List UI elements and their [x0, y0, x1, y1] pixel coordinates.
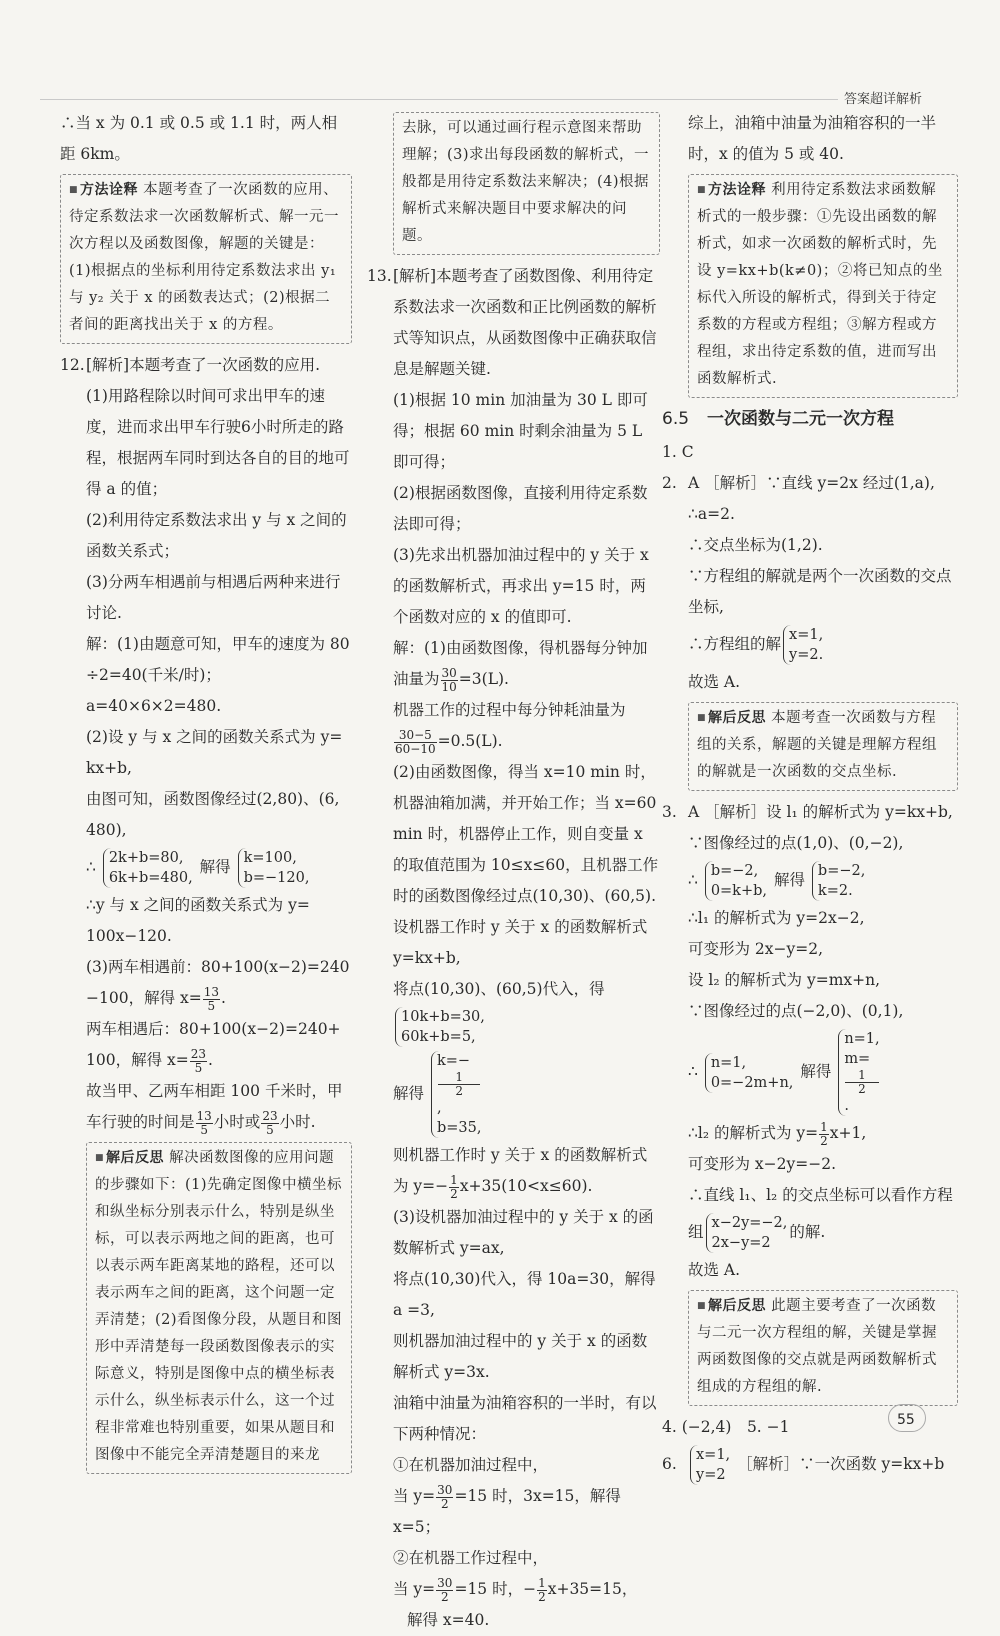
text-line — [86, 1014, 352, 1076]
text-line: 解得 x=40. — [407, 1611, 490, 1629]
box-label: ■ 解后反思 — [95, 1150, 164, 1166]
text-part: ∴l₂ 的解析式为 y= — [688, 1124, 819, 1142]
numerator: 30 — [437, 1482, 453, 1497]
text-line: (3)设机器加油过程中的 y 关于 x 的函数解析式 y=ax, — [393, 1208, 654, 1257]
box-text: 本题考查了一次函数的应用、待定系数法求一次函数解析式、解一元一次方程以及函数图像，解题的关键是：(1)根据点的坐标利用待定系数法求出 y₁ 与 y₂ 关于 x 的函数表达式；(2)根据二者间的距离找出关于 x 的方程。 — [69, 182, 339, 333]
equation-system — [393, 1005, 660, 1049]
text-line: (3)先求出机器加油过程中的 y 关于 x 的函数解析式，再求出 y=15 时，两个函数对应的 x 的值即可. — [393, 546, 649, 626]
question-12 — [60, 350, 352, 1474]
equation: 60k+b=5, — [401, 1029, 476, 1045]
text-line — [393, 726, 660, 757]
text-part: =3(L). — [458, 670, 509, 688]
question-number: 6. — [662, 1455, 677, 1473]
denominator: 5 — [200, 1122, 208, 1137]
equation-system — [393, 1049, 660, 1140]
box-label: ■ 方法诠释 — [697, 182, 766, 198]
text-line: ∵图像经过的点(−2,0)、(0,1), — [688, 1002, 904, 1020]
text-part: x+35=15， — [547, 1580, 638, 1598]
text-part: ∴方程组的解 — [688, 635, 782, 653]
equation-system — [688, 1027, 958, 1118]
text-line: 则机器加油过程中的 y 关于 x 的函数解析式 y=3x. — [393, 1332, 648, 1381]
column-middle — [367, 108, 660, 1636]
system-brace — [690, 1445, 730, 1485]
solve-word: 解得 — [199, 858, 231, 876]
equation — [437, 1051, 482, 1118]
text-line: (3)分两车相遇前与相遇后两种来进行讨论. — [86, 573, 341, 622]
equation: b=35, — [436, 1120, 482, 1136]
text-line — [86, 1076, 352, 1138]
fraction — [190, 1048, 207, 1075]
system-brace — [812, 861, 865, 901]
text-line — [393, 1481, 660, 1543]
denominator: 60−10 — [395, 741, 436, 756]
column-left — [60, 108, 352, 1480]
equation: y=2 — [696, 1467, 726, 1483]
answers-4-5: 4. (−2,4) 5. −1 — [662, 1418, 790, 1436]
equation: k=100, — [243, 850, 297, 866]
method-box — [688, 174, 958, 398]
text-part: 两车相遇后：80+100(x−2)=240+ 100，解得 x= — [86, 1020, 341, 1069]
equation-system — [688, 623, 958, 667]
text-line: ②在机器工作过程中， — [393, 1549, 549, 1567]
text-part: m= — [844, 1051, 871, 1067]
fraction — [394, 729, 437, 756]
equation: 2x−y=2 — [711, 1235, 771, 1251]
section-title — [662, 404, 958, 435]
text-line: A ［解析］设 l₁ 的解析式为 y=kx+b, — [688, 803, 953, 821]
text-line — [393, 633, 660, 695]
numerator: 1 — [450, 1172, 458, 1187]
text-part: 小时. — [279, 1113, 316, 1131]
text-line: (1)用路程除以时间可求出甲车的速度，进而求出甲车行驶6小时所走的路程，根据两车同时到达各自的目的地可得 a 的值； — [86, 387, 350, 498]
equation: x=1, — [789, 627, 824, 643]
numerator: 30 — [437, 1575, 453, 1590]
text-part: , — [436, 1100, 442, 1116]
equation: 6k+b=480, — [108, 870, 193, 886]
equation: 0=−2m+n, — [710, 1074, 794, 1091]
answer-6 — [662, 1443, 958, 1487]
equation: n=1, — [844, 1031, 880, 1047]
equation: b=−2, — [710, 863, 759, 879]
equation: 0=k+b, — [710, 883, 768, 899]
denominator: 2 — [820, 1133, 828, 1148]
section-number: 6.5 — [662, 409, 690, 429]
text-line: ①在机器加油过程中， — [393, 1456, 549, 1474]
therefore-sign: ∴ — [688, 871, 698, 889]
text-line: ∵图像经过的点(1,0)、(0,−2), — [688, 834, 904, 852]
text-line: 综上，油箱中油量为油箱容积的一半时，x 的值为 5 或 40. — [688, 114, 937, 163]
denominator: 2 — [858, 1082, 866, 1096]
text-line: ∴交点坐标为(1,2). — [688, 536, 823, 554]
text-part: k=− — [436, 1053, 471, 1069]
equation — [844, 1049, 879, 1116]
denominator: 5 — [207, 998, 216, 1013]
text-line: (2)由函数图像，得当 x=10 min 时，机器油箱加满，并开始工作；当 x=60 min 时，机器停止工作，则自变量 x 的取值范围为 10≤x≤60，且机器工作时的函数图像经过点(10,30)、(60,5). — [393, 763, 659, 905]
equation: x−2y=−2, — [711, 1215, 788, 1231]
reflection-box — [86, 1142, 352, 1474]
text-line: ∵方程组的解就是两个一次函数的交点坐标, — [688, 567, 952, 616]
text-line: ∴直线 l₁、l₂ 的交点坐标可以看作方程 — [688, 1186, 953, 1204]
box-text: 去脉，可以通过画行程示意图来帮助理解；(3)求出每段函数的解析式，一般都是用待定系数法来解决；(4)根据解析式来解决题目中要求解决的问题。 — [402, 120, 650, 244]
denominator: 2 — [440, 1589, 449, 1604]
text-part: . — [221, 989, 226, 1007]
system-brace — [705, 1053, 794, 1093]
system-brace — [103, 848, 193, 888]
fraction — [261, 1110, 278, 1137]
therefore-sign: ∴ — [86, 858, 96, 876]
equation: y=2. — [789, 647, 824, 663]
reflection-box-continued — [393, 112, 660, 255]
reflection-box — [688, 1290, 958, 1406]
box-text: 解决函数图像的应用问题的步骤如下：(1)先确定图像中横坐标和纵坐标分别表示什么，特别是纵坐标，可以表示两地之间的距离，也可以表示两车距离某地的路程，还可以表示两车之间的距离，这个问题一定弄清楚；(2)看图像分段，从题目和图形中弄清楚每一段函数图像表示的实际意义，特别是图像中点的横坐标表示什么，纵坐标表示什么，这一个过程非常难也特别重要，如果从题目和图像中不能完全弄清楚题目的来龙 — [95, 1150, 343, 1463]
text-line: 油箱中油量为油箱容积的一半时，有以下两种情况： — [393, 1394, 657, 1443]
text-part: 解：(1)由函数图像，得机器每分钟加油量为 — [393, 639, 648, 688]
equation: n=1, — [710, 1054, 747, 1071]
text-line — [393, 1140, 660, 1202]
denominator: 10 — [441, 679, 457, 694]
answers-6-5 — [662, 437, 958, 1487]
denominator: 5 — [266, 1122, 274, 1137]
text-line: 可变形为 2x−y=2, — [688, 940, 824, 958]
text-part: (3)两车相遇前：80+100(x−2)=240 −100，解得 x= — [86, 958, 350, 1007]
equation: 10k+b=30, — [401, 1009, 485, 1025]
text-line: 解：(1)由题意可知，甲车的速度为 80 ÷2=40(千米/时)； — [86, 635, 350, 684]
box-text: 本题考查一次函数与方程组的关系，解题的关键是理解方程组的解就是一次函数的交点坐标. — [697, 710, 937, 780]
numerator: 23 — [262, 1108, 278, 1123]
text-part: . — [844, 1098, 849, 1114]
box-label: ■ 方法诠释 — [69, 182, 138, 198]
text-line: ∴当 x 为 0.1 或 0.5 或 1.1 时，两人相距 6km。 — [60, 114, 338, 163]
numerator: 23 — [190, 1046, 207, 1061]
text-line: (2)利用待定系数法求出 y 与 x 之间的函数关系式； — [86, 511, 347, 560]
fraction — [196, 1110, 213, 1137]
text-part: x+35(10<x≤60). — [459, 1177, 593, 1195]
text-line: (1)根据 10 min 加油量为 30 L 即可得；根据 60 min 时剩余油量为 5 L 即可得； — [393, 391, 648, 471]
text-line: 由图可知，函数图像经过(2,80)、(6, 480), — [86, 790, 340, 839]
text-line: ∴y 与 x 之间的函数关系式为 y= 100x−120. — [86, 896, 310, 945]
text-part: =15 时，3x=15，解得 x=5； — [393, 1487, 621, 1536]
numerator: 1 — [438, 1071, 481, 1085]
text-line: [解析]本题考查了一次函数的应用. — [86, 356, 321, 374]
solve-word: 解得 — [393, 1084, 425, 1103]
text-part: 小时或 — [213, 1113, 261, 1131]
section-name: 一次函数与二元一次方程 — [707, 409, 895, 429]
fraction — [436, 1577, 453, 1604]
text-line: ∴l₁ 的解析式为 y=2x−2, — [688, 909, 865, 927]
equation-system — [688, 859, 958, 903]
text-line: a=40×6×2=480. — [86, 697, 222, 715]
text-line — [688, 1118, 958, 1149]
text-part: 当 y= — [393, 1487, 436, 1505]
fraction — [203, 986, 220, 1013]
page-number: 55 — [897, 1412, 915, 1428]
reflection-box — [688, 702, 958, 791]
text-part: 组 — [688, 1223, 704, 1241]
text-line: 设机器工作时 y 关于 x 的函数解析式 y=kx+b, — [393, 918, 648, 967]
text-part: 的解. — [789, 1223, 826, 1241]
text-line: 机器工作的过程中每分钟耗油量为 — [393, 701, 626, 719]
text-part: =0.5(L). — [437, 732, 503, 750]
system-brace — [838, 1029, 879, 1116]
denominator: 2 — [455, 1084, 464, 1098]
text-part: ［解析］∵一次函数 y=kx+b — [737, 1455, 945, 1473]
box-label: ■ 解后反思 — [697, 1298, 766, 1314]
text-line: 可变形为 x−2y=−2. — [688, 1155, 837, 1173]
text-line: 将点(10,30)代入，得 10a=30，解得 a =3, — [393, 1270, 656, 1319]
text-part: . — [208, 1051, 213, 1069]
numerator: 1 — [820, 1119, 828, 1134]
text-line: [解析]本题考查了函数图像、利用待定系数法求一次函数和正比例函数的解析式等知识点，从函数图像中正确获取信息是解题关键. — [393, 267, 657, 378]
numerator: 1 — [538, 1575, 546, 1590]
text-part: =15 时，− — [454, 1580, 537, 1598]
numerator: 30 — [441, 665, 457, 680]
denominator: 5 — [194, 1060, 203, 1075]
fraction — [449, 1174, 459, 1201]
system-brace — [238, 848, 310, 888]
fraction — [438, 1071, 481, 1098]
equation-system — [86, 846, 352, 890]
equation: 2k+b=80, — [108, 850, 184, 866]
answer-1: 1. C — [662, 443, 694, 461]
numerator: 1 — [845, 1069, 878, 1083]
fraction — [537, 1577, 547, 1604]
text-line: 将点(10,30)、(60,5)代入，得 — [393, 980, 605, 998]
text-line: 故选 A. — [688, 673, 741, 691]
text-part: x+1, — [829, 1124, 867, 1142]
box-text: 此题主要考查了一次函数与二元一次方程组的解，关键是掌握两函数图像的交点就是两函数解析式组成的方程组的解. — [697, 1298, 937, 1395]
text-line: ∴a=2. — [688, 505, 735, 523]
question-13 — [367, 261, 660, 1636]
solve-word: 解得 — [800, 1062, 832, 1081]
equation: b=−2, — [817, 863, 866, 879]
equation-system — [688, 1211, 958, 1255]
question-number: 3. — [662, 803, 677, 821]
system-brace — [395, 1007, 485, 1047]
question-number: 12. — [60, 356, 85, 374]
fraction — [819, 1121, 829, 1148]
denominator: 2 — [440, 1496, 449, 1511]
text-line — [86, 952, 352, 1014]
header-rule — [40, 99, 920, 100]
text-line: 故选 A. — [688, 1261, 741, 1279]
system-brace — [431, 1051, 482, 1138]
text-line: A ［解析］∵直线 y=2x 经过(1,a), — [688, 474, 935, 492]
method-box — [60, 174, 352, 344]
box-label: ■ 解后反思 — [697, 710, 766, 726]
text-part: 则机器工作时 y 关于 x 的函数解析式为 y=− — [393, 1146, 648, 1195]
equation: b=−120, — [243, 870, 310, 886]
system-brace — [705, 861, 767, 901]
equation: x=1, — [696, 1447, 731, 1463]
therefore-sign: ∴ — [688, 1062, 698, 1081]
question-number: 13. — [367, 267, 392, 285]
fraction — [441, 667, 458, 694]
fraction — [436, 1484, 453, 1511]
numerator: 13 — [196, 1108, 212, 1123]
text-line: (2)设 y 与 x 之间的函数关系式为 y= kx+b, — [86, 728, 343, 777]
box-text: 利用待定系数法求函数解析式的一般步骤：①先设出函数的解析式，如求一次函数的解析式时，先设 y=kx+b(k≠0)；②将已知点的坐标代入所设的解析式，得到关于待定系数的方程或方程组；③解方程或方程组，求出待定系数的值，进而写出函数解析式. — [697, 182, 943, 387]
system-brace — [706, 1213, 788, 1253]
denominator: 2 — [538, 1589, 546, 1604]
header-title: 答案超详解析 — [838, 88, 922, 107]
numerator: 13 — [203, 984, 220, 999]
text-line — [393, 1574, 660, 1605]
column-right — [662, 108, 958, 1487]
solve-word: 解得 — [773, 871, 805, 889]
text-line: (2)根据函数图像，直接利用待定系数法即可得； — [393, 484, 648, 533]
text-line: 设 l₂ 的解析式为 y=mx+n, — [688, 971, 881, 989]
text-part: 故当甲、乙两车相距 100 千米时，甲车行驶的时间是 — [86, 1082, 343, 1131]
system-brace — [783, 625, 823, 665]
fraction — [845, 1069, 878, 1096]
numerator: 30−5 — [394, 729, 437, 743]
equation: k=2. — [817, 883, 853, 899]
denominator: 2 — [450, 1186, 458, 1201]
text-part: 当 y= — [393, 1580, 436, 1598]
question-number: 2. — [662, 474, 677, 492]
